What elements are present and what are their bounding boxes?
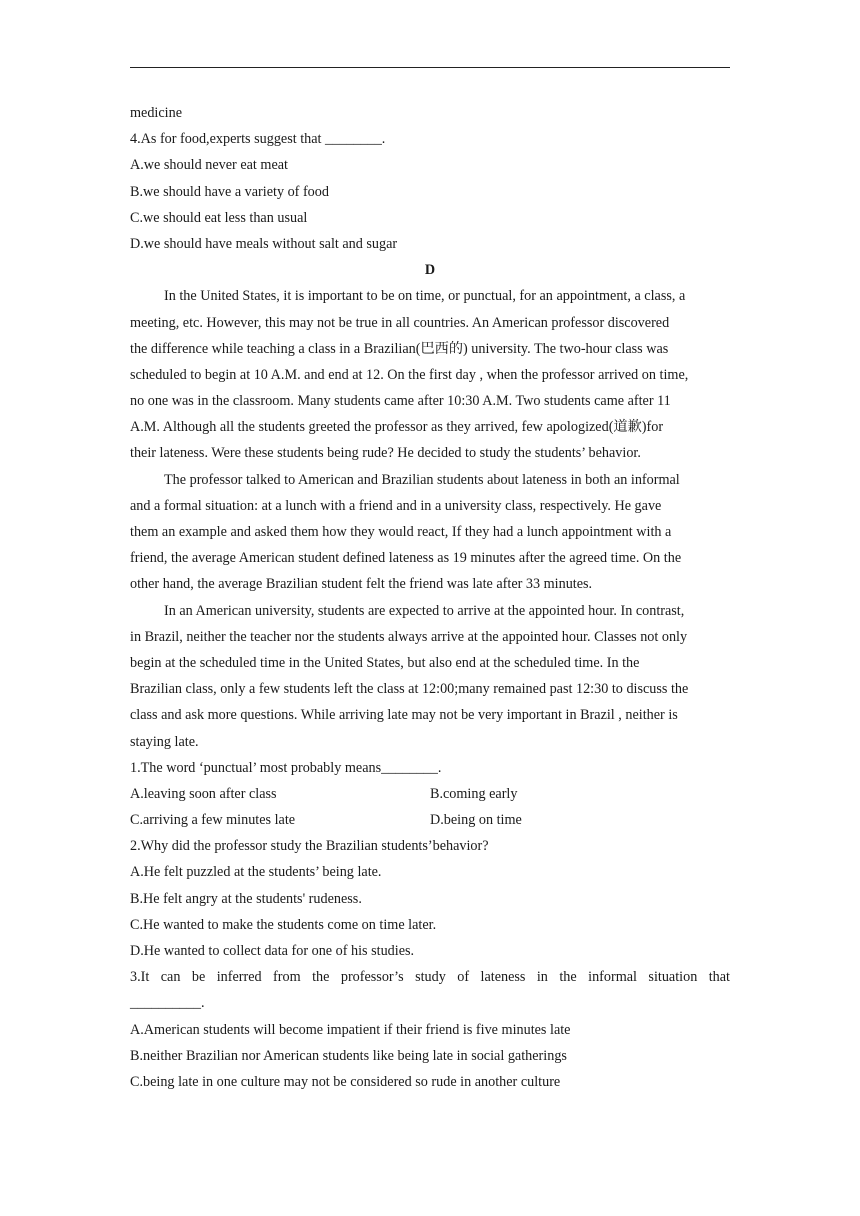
passage-line: begin at the scheduled time in the United States, but also end at the scheduled time. In the bbox=[130, 654, 640, 671]
passage-line: In the United States, it is important to be on time, or punctual, for an appointment, a class, a bbox=[164, 288, 686, 305]
passage-line: staying late. bbox=[130, 733, 199, 750]
document-body bbox=[130, 102, 730, 1097]
question-3-option-c: C.being late in one culture may not be considered so rude in another culture bbox=[130, 1073, 561, 1090]
passage-line: A.M. Although all the students greeted the professor as they arrived, few apologized(道歉)for bbox=[130, 419, 664, 436]
header-rule bbox=[130, 67, 730, 68]
question-1-option-a: A.leaving soon after class bbox=[130, 785, 277, 802]
question-4-option-c: C.we should eat less than usual bbox=[130, 209, 308, 226]
question-1-options-row-1 bbox=[130, 783, 730, 809]
question-4-option-d: D.we should have meals without salt and sugar bbox=[130, 235, 398, 252]
question-4-stem: 4.As for food,experts suggest that ________. bbox=[130, 131, 386, 148]
passage-line: in Brazil, neither the teacher nor the students always arrive at the appointed hour. Classes not only bbox=[130, 628, 688, 645]
question-2-option-a: A.He felt puzzled at the students’ being late. bbox=[130, 864, 382, 881]
question-3-stem: 3.It can be inferred from the professor’s study of lateness in the informal situation that bbox=[130, 969, 730, 986]
question-1-option-b: B.coming early bbox=[430, 785, 518, 802]
passage-line: other hand, the average Brazilian student felt the friend was late after 33 minutes. bbox=[130, 576, 593, 593]
question-2-option-b: B.He felt angry at the students' rudeness. bbox=[130, 890, 362, 907]
question-1-options-row-2 bbox=[130, 809, 730, 835]
passage-line: their lateness. Were these students being rude? He decided to study the students’ behavior. bbox=[130, 445, 641, 462]
passage-line: In an American university, students are expected to arrive at the appointed hour. In contrast, bbox=[164, 602, 685, 619]
question-1-option-c: C.arriving a few minutes late bbox=[130, 812, 296, 829]
passage-line: class and ask more questions. While arriving late may not be very important in Brazil , neither is bbox=[130, 707, 678, 724]
passage-line: no one was in the classroom. Many students came after 10:30 A.M. Two students came after 11 bbox=[130, 393, 671, 410]
question-1-stem: 1.The word ‘punctual’ most probably means________. bbox=[130, 759, 442, 776]
passage-line: scheduled to begin at 10 A.M. and end at 12. On the first day , when the professor arrived on time, bbox=[130, 366, 689, 383]
question-1-option-d: D.being on time bbox=[430, 812, 522, 829]
passage-line: them an example and asked them how they would react, If they had a lunch appointment with a bbox=[130, 524, 672, 540]
question-2-option-d: D.He wanted to collect data for one of his studies. bbox=[130, 943, 415, 959]
question-4-option-a: A.we should never eat meat bbox=[130, 157, 288, 174]
question-2-stem: 2.Why did the professor study the Brazilian students’behavior? bbox=[130, 838, 489, 855]
passage-line: friend, the average American student defined lateness as 19 minutes after the agreed time. On the bbox=[130, 550, 682, 567]
question-4-option-b: B.we should have a variety of food bbox=[130, 183, 329, 200]
passage-line: meeting, etc. However, this may not be true in all countries. An American professor discovered bbox=[130, 314, 670, 331]
passage-line: and a formal situation: at a lunch with a friend and in a university class, respectively. He gave bbox=[130, 497, 662, 514]
passage-line: the difference while teaching a class in a Brazilian(巴西的) university. The two-hour class was bbox=[130, 340, 669, 357]
question-3-option-a: A.American students will become impatient if their friend is five minutes late bbox=[130, 1021, 571, 1038]
passage-line: Brazilian class, only a few students left the class at 12:00;many remained past 12:30 to discuss the bbox=[130, 681, 689, 698]
passage-line: The professor talked to American and Brazilian students about lateness in both an informal bbox=[164, 471, 680, 488]
question-2-option-c: C.He wanted to make the students come on time later. bbox=[130, 916, 437, 933]
text-line: medicine bbox=[130, 105, 182, 121]
question-3-option-b: B.neither Brazilian nor American students like being late in social gatherings bbox=[130, 1047, 567, 1064]
passage bbox=[130, 285, 730, 756]
section-title: D bbox=[424, 262, 436, 279]
question-3-blank: __________. bbox=[130, 995, 205, 1012]
